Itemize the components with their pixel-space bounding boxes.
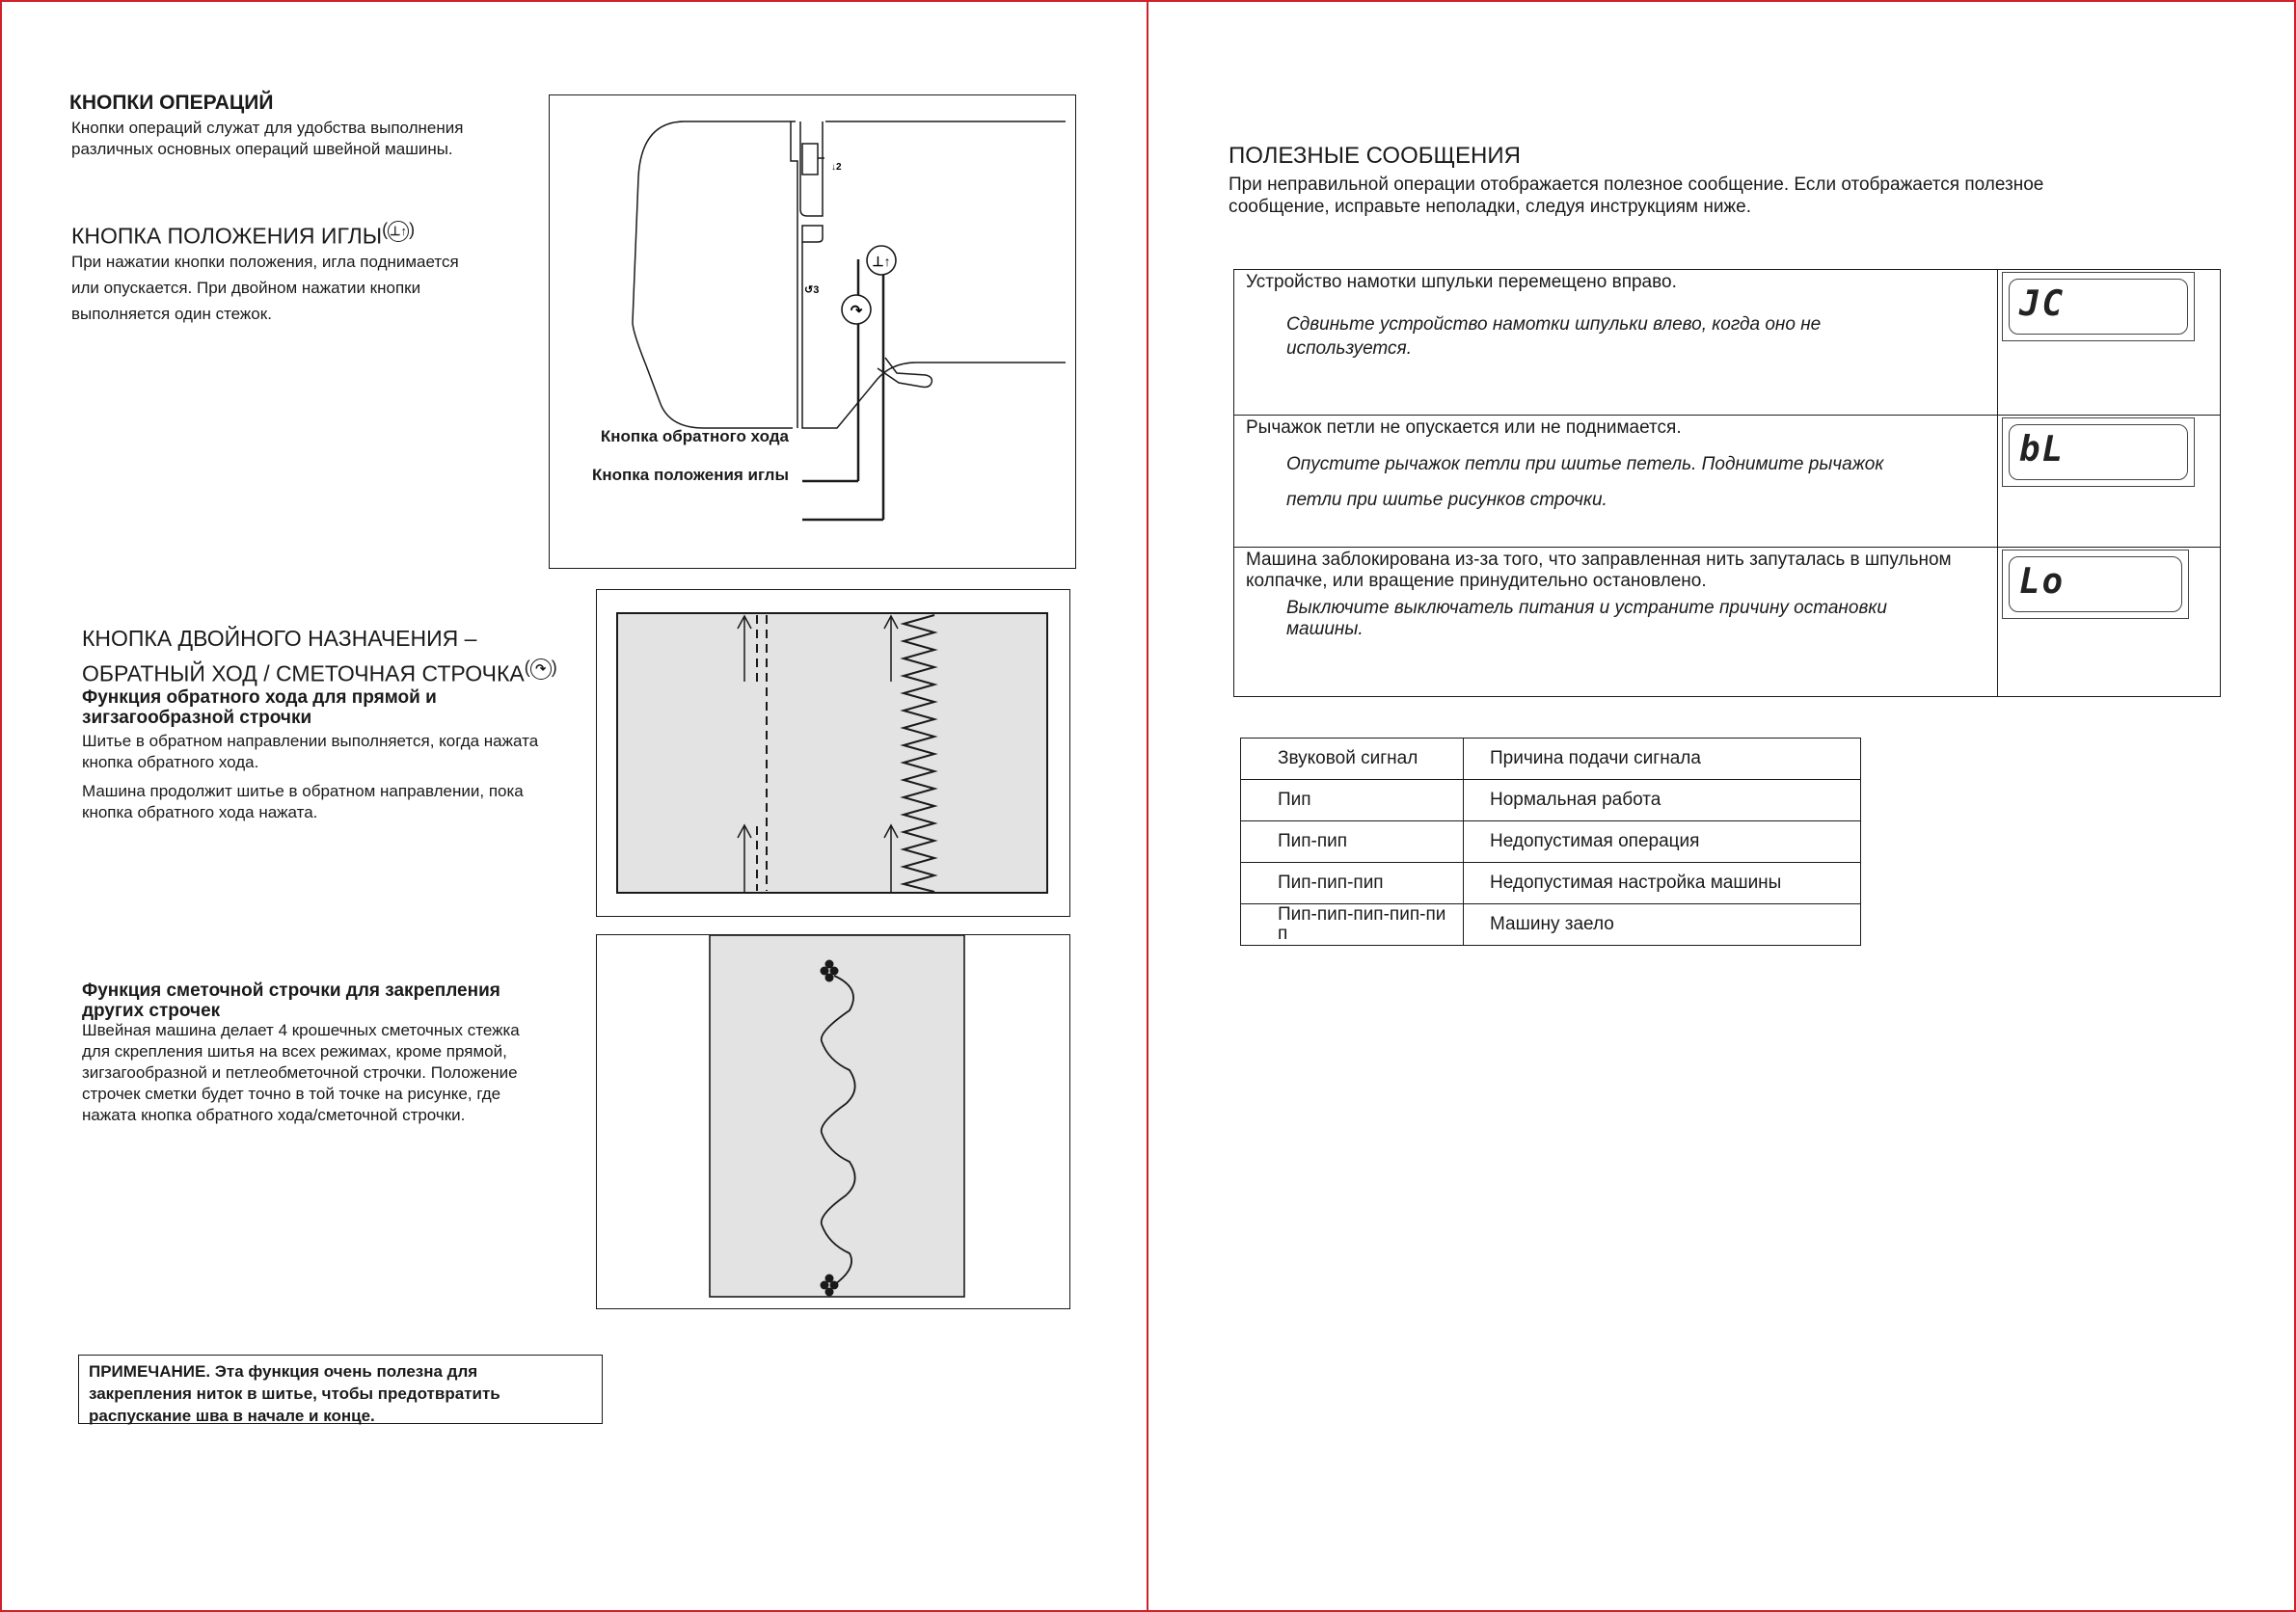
message-fix: Выключите выключатель питания и устраните причину остановки машины. bbox=[1286, 598, 1887, 639]
message-cell bbox=[1234, 270, 1998, 416]
display-cell bbox=[1997, 270, 2220, 416]
text-line: Кнопки операций служат для удобства выполнения bbox=[71, 119, 464, 137]
table-row bbox=[1234, 270, 2221, 416]
messages-table bbox=[1233, 269, 2221, 697]
text-line: строчек сметки будет точно в той точке на рисунке, где bbox=[82, 1085, 501, 1103]
operation-buttons-text bbox=[71, 118, 463, 160]
sewing-machine-drawing bbox=[550, 95, 1077, 570]
text-line: Функция обратного хода для прямой и bbox=[82, 687, 437, 708]
reason-cell: Машину заело bbox=[1464, 904, 1861, 946]
text-line: Функция сметочной строчки для закрепления bbox=[82, 981, 500, 1001]
svg-text:↷: ↷ bbox=[850, 303, 863, 319]
tacking-function-subtitle bbox=[82, 981, 500, 1021]
table-row bbox=[1241, 821, 1861, 863]
text-line: для скрепления шитья на всех режимах, кроме прямой, bbox=[82, 1042, 507, 1061]
reason-cell: Нормальная работа bbox=[1464, 780, 1861, 821]
table-row bbox=[1234, 416, 2221, 548]
text-line: кнопка обратного хода. bbox=[82, 753, 259, 771]
dual-purpose-title-line1: КНОПКА ДВОЙНОГО НАЗНАЧЕНИЯ – bbox=[82, 626, 477, 651]
table-row bbox=[1234, 548, 2221, 697]
beep-cell: Пип bbox=[1241, 780, 1464, 821]
dual-purpose-title-line2: ОБРАТНЫЙ ХОД / СМЕТОЧНАЯ СТРОЧКА bbox=[82, 660, 525, 686]
beep-signal-table bbox=[1240, 738, 1861, 946]
text-line: сообщение, исправьте неполадки, следуя инструкциям ниже. bbox=[1229, 197, 1751, 217]
message-fix: Сдвиньте устройство намотки шпульки влево, когда оно не используется. bbox=[1286, 314, 1822, 359]
beep-cell: Пип-пип-пип bbox=[1241, 863, 1464, 904]
text-line: выполняется один стежок. bbox=[71, 305, 272, 323]
dual-purpose-title bbox=[82, 625, 557, 687]
text-line: При неправильной операции отображается полезное сообщение. Если отображается полезное bbox=[1229, 175, 2044, 195]
text-line: или опускается. При двойном нажатии кнопки bbox=[71, 279, 421, 297]
lcd-code: bL bbox=[2009, 424, 2188, 480]
message-problem: Машина заблокирована из-за того, что заправленная нить запуталась в шпульном колпачке, или вращение принудительно остановлено. bbox=[1246, 550, 1952, 591]
message-problem: Устройство намотки шпульки перемещено вправо. bbox=[1246, 272, 1677, 292]
header-cell: Звуковой сигнал bbox=[1241, 739, 1464, 780]
tacking-function-text bbox=[82, 1020, 520, 1126]
lcd-display bbox=[2002, 550, 2189, 619]
needle-position-button-label: Кнопка положения иглы bbox=[591, 466, 789, 484]
table-row bbox=[1241, 780, 1861, 821]
tacking-stitch-drawing bbox=[597, 935, 1071, 1310]
machine-buttons-figure bbox=[549, 94, 1076, 569]
text-line: зигзагообразной строчки bbox=[82, 708, 312, 728]
text-line: закрепления ниток в шитье, чтобы предотвратить bbox=[89, 1384, 500, 1403]
message-fix: Опустите рычажок петли при шитье петель. Поднимите рычажок петли при шитье рисунков строчки. bbox=[1286, 454, 1884, 510]
lcd-code: Lo bbox=[2009, 556, 2182, 612]
reverse-function-subtitle bbox=[82, 687, 437, 728]
reverse-function-para1 bbox=[82, 731, 538, 773]
lcd-display bbox=[2002, 272, 2195, 341]
beep-cell: Пип-пип bbox=[1241, 821, 1464, 863]
needle-position-text bbox=[71, 249, 459, 327]
reverse-button-drawing bbox=[842, 295, 871, 324]
svg-text:⊥↑: ⊥↑ bbox=[872, 254, 891, 269]
lcd-display bbox=[2002, 417, 2195, 487]
reason-cell: Недопустимая операция bbox=[1464, 821, 1861, 863]
message-cell bbox=[1234, 548, 1998, 697]
reason-cell: Недопустимая настройка машины bbox=[1464, 863, 1861, 904]
display-cell bbox=[1997, 416, 2220, 548]
table-header-row bbox=[1241, 739, 1861, 780]
text-line: ПРИМЕЧАНИЕ. Эта функция очень полезна для bbox=[89, 1362, 478, 1381]
reverse-stitch-figure bbox=[596, 589, 1070, 917]
needle-position-title bbox=[71, 216, 415, 250]
text-line: Швейная машина делает 4 крошечных сметочных стежка bbox=[82, 1021, 520, 1039]
text-line: Машина продолжит шитье в обратном направлении, пока bbox=[82, 782, 524, 800]
lcd-code: JC bbox=[2009, 279, 2188, 335]
reverse-button-label: Кнопка обратного хода bbox=[600, 427, 789, 445]
text-line: зигзагообразной и петлеобметочной строчки. Положение bbox=[82, 1063, 518, 1082]
header-cell: Причина подачи сигнала bbox=[1464, 739, 1861, 780]
reverse-function-para2 bbox=[82, 781, 524, 823]
table-row bbox=[1241, 863, 1861, 904]
operation-buttons-title: КНОПКИ ОПЕРАЦИЙ bbox=[69, 92, 274, 114]
reverse-stitch-icon: ( ↷ ) bbox=[525, 654, 557, 681]
text-line: нажата кнопка обратного хода/сметочной строчки. bbox=[82, 1106, 466, 1124]
message-cell bbox=[1234, 416, 1998, 548]
text-line: кнопка обратного хода нажата. bbox=[82, 803, 318, 821]
display-cell bbox=[1997, 548, 2220, 697]
text-line: других строчек bbox=[82, 1001, 221, 1021]
useful-messages-title: ПОЛЕЗНЫЕ СООБЩЕНИЯ bbox=[1229, 143, 1521, 169]
table-row bbox=[1241, 904, 1861, 946]
text-line: Шитье в обратном направлении выполняется, когда нажата bbox=[82, 732, 539, 750]
reverse-stitch-drawing bbox=[597, 590, 1071, 918]
useful-messages-intro bbox=[1229, 174, 2043, 218]
needle-up-down-icon: ( ⊥↑ ) bbox=[382, 216, 415, 243]
note-box bbox=[78, 1355, 603, 1424]
text-line: распускание шва в начале и конце. bbox=[89, 1407, 375, 1425]
bobbin-marker: ↺3 bbox=[804, 284, 820, 296]
tacking-stitch-figure bbox=[596, 934, 1070, 1309]
text-line: При нажатии кнопки положения, игла поднимается bbox=[71, 253, 459, 271]
needle-position-button-drawing bbox=[867, 246, 896, 275]
needle-position-title-text: КНОПКА ПОЛОЖЕНИЯ ИГЛЫ bbox=[71, 223, 383, 249]
message-problem: Рычажок петли не опускается или не поднимается. bbox=[1246, 417, 1682, 438]
text-line: различных основных операций швейной машины. bbox=[71, 140, 453, 158]
beep-cell: Пип-пип-пип-пип-пи п bbox=[1241, 904, 1464, 946]
thread-marker: ↓2 bbox=[831, 162, 842, 173]
